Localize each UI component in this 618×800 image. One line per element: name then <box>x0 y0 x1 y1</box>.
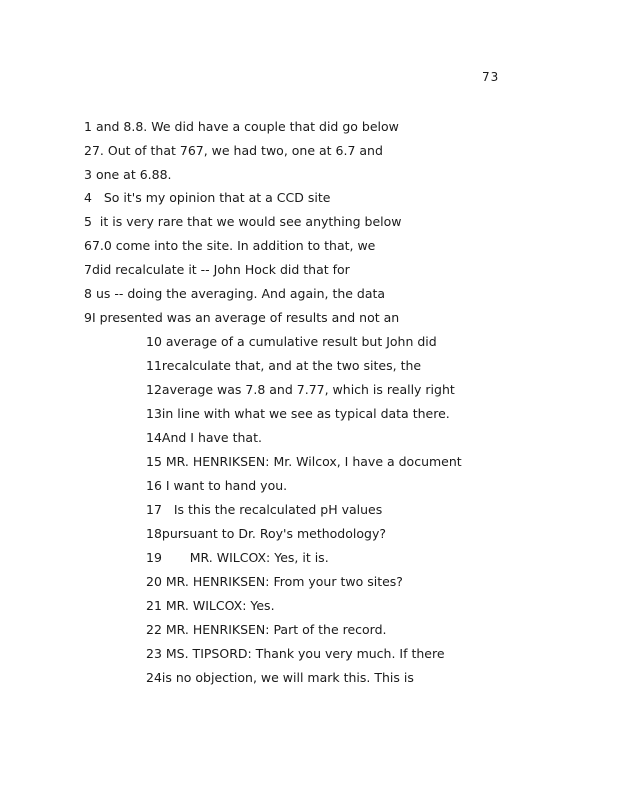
line-text: MR. WILCOX: Yes. <box>165 598 275 613</box>
line-text: I presented was an average of results and not an <box>91 310 400 325</box>
transcript-line <box>146 646 445 662</box>
line-number: 22 <box>146 622 162 637</box>
line-text: Is this the recalculated pH values <box>173 502 383 517</box>
page-number: 73 <box>482 70 500 84</box>
transcript-line <box>84 167 172 183</box>
line-number: 2 <box>84 143 92 158</box>
line-text: average was 7.8 and 7.77, which is really right <box>161 382 455 397</box>
line-text: MS. TIPSORD: Thank you very much. If there <box>165 646 445 661</box>
line-number: 8 <box>84 286 92 301</box>
transcript-line <box>146 550 329 566</box>
line-text: I want to hand you. <box>165 478 288 493</box>
transcript-line <box>146 430 262 446</box>
line-text: is no objection, we will mark this. This is <box>161 670 414 685</box>
line-text: in line with what we see as typical data there. <box>161 406 450 421</box>
line-text: did recalculate it -- John Hock did that for <box>91 262 350 277</box>
transcript-line <box>84 310 399 326</box>
line-text: one at 6.88. <box>95 167 172 182</box>
line-number: 19 <box>146 550 162 565</box>
line-number: 7 <box>84 262 92 277</box>
line-number: 13 <box>146 406 162 421</box>
transcript-line <box>146 574 403 590</box>
transcript-line <box>84 119 399 135</box>
transcript-line <box>146 622 387 638</box>
line-text: So it's my opinion that at a CCD site <box>103 190 331 205</box>
line-number: 4 <box>84 190 92 205</box>
transcript-line <box>84 190 330 206</box>
line-number: 11 <box>146 358 162 373</box>
line-number: 6 <box>84 238 92 253</box>
transcript-line <box>84 214 402 230</box>
line-text: And I have that. <box>161 430 262 445</box>
line-text: it is very rare that we would see anything below <box>99 214 402 229</box>
transcript-line <box>146 598 275 614</box>
line-number: 16 <box>146 478 162 493</box>
line-number: 1 <box>84 119 92 134</box>
line-number: 23 <box>146 646 162 661</box>
line-number: 21 <box>146 598 162 613</box>
line-text: MR. WILCOX: Yes, it is. <box>189 550 329 565</box>
transcript-line <box>146 526 386 542</box>
transcript-line <box>146 382 455 398</box>
line-text: MR. HENRIKSEN: Mr. Wilcox, I have a document <box>165 454 462 469</box>
transcript-line <box>84 286 385 302</box>
transcript-line <box>146 502 382 518</box>
transcript-line <box>84 262 350 278</box>
transcript-line <box>146 334 437 350</box>
line-text: 7. Out of that 767, we had two, one at 6.7 and <box>91 143 383 158</box>
line-number: 24 <box>146 670 162 685</box>
line-number: 14 <box>146 430 162 445</box>
line-number: 10 <box>146 334 162 349</box>
line-text: MR. HENRIKSEN: Part of the record. <box>165 622 387 637</box>
line-number: 12 <box>146 382 162 397</box>
line-text: 7.0 come into the site. In addition to that, we <box>91 238 376 253</box>
line-number: 18 <box>146 526 162 541</box>
line-number: 9 <box>84 310 92 325</box>
transcript-line <box>146 670 414 686</box>
line-text: recalculate that, and at the two sites, the <box>161 358 422 373</box>
transcript-line <box>84 238 375 254</box>
transcript-line <box>146 454 462 470</box>
line-text: and 8.8. We did have a couple that did go below <box>95 119 399 134</box>
line-number: 15 <box>146 454 162 469</box>
line-text: MR. HENRIKSEN: From your two sites? <box>165 574 403 589</box>
line-number: 17 <box>146 502 162 517</box>
line-number: 20 <box>146 574 162 589</box>
transcript-line <box>146 358 421 374</box>
line-text: pursuant to Dr. Roy's methodology? <box>161 526 386 541</box>
transcript-line <box>146 406 450 422</box>
line-number: 3 <box>84 167 92 182</box>
transcript-line <box>84 143 383 159</box>
transcript-line <box>146 478 287 494</box>
line-number: 5 <box>84 214 92 229</box>
line-text: average of a cumulative result but John did <box>165 334 437 349</box>
line-text: us -- doing the averaging. And again, the data <box>95 286 386 301</box>
